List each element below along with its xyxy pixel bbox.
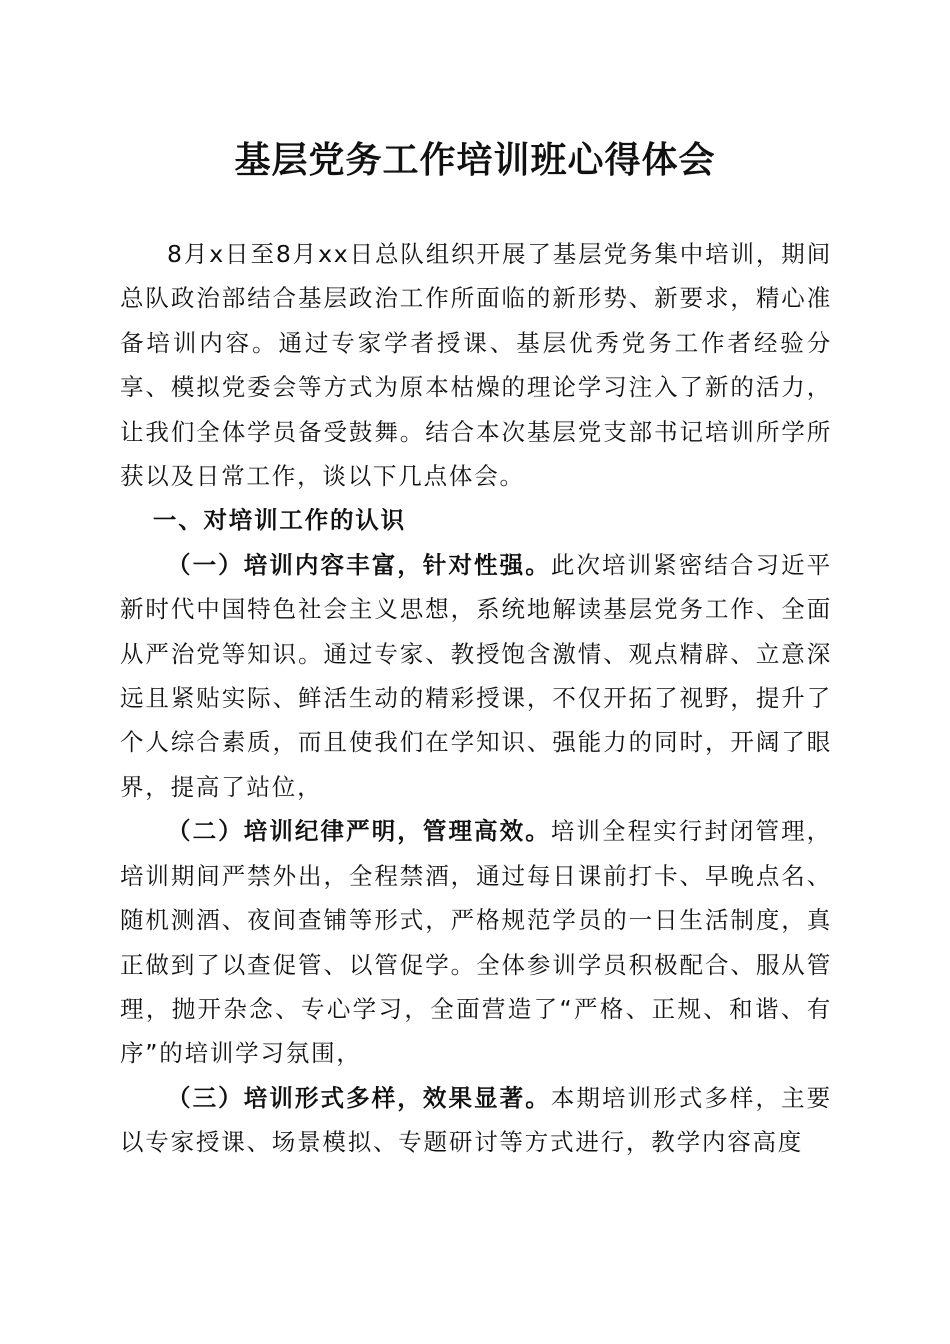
item-paragraph-1	[120, 543, 832, 809]
intro-paragraph: 8月x日至8月xx日总队组织开展了基层党务集中培训，期间总队政治部结合基层政治工作所面临的新形势、新要求，精心准备培训内容。通过专家学者授课、基层优秀党务工作者经验分享、模拟党委会等方式为原本枯燥的理论学习注入了新的活力，让我们全体学员备受鼓舞。结合本次基层党支部书记培训所学所获以及日常工作，谈以下几点体会。	[120, 240, 832, 491]
document-body	[120, 232, 832, 1165]
item-paragraph-3	[120, 1076, 832, 1165]
item-text: 培训全程实行封闭管理，培训期间严禁外出，全程禁酒，通过每日课前打卡、早晚点名、随机测酒、夜间查铺等形式，严格规范学员的一日生活制度，真正做到了以查促管、以管促学。全体参训学员积极配合、服从管理，抛开杂念、专心学习，全面营造了“严格、正规、和谐、有序”的培训学习氛围，	[120, 817, 832, 1068]
item-paragraph-2	[120, 809, 832, 1075]
item-lead: （一）培训内容丰富，针对性强。	[167, 550, 551, 579]
document-title: 基层党务工作培训班心得体会	[234, 139, 716, 181]
item-text: 此次培训紧密结合习近平新时代中国特色社会主义思想，系统地解读基层党务工作、全面从严治党等知识。通过专家、教授饱含激情、观点精辟、立意深远且紧贴实际、鲜活生动的精彩授课，不仅开拓了视野，提升了个人综合素质，而且使我们在学知识、强能力的同时，开阔了眼界，提高了站位，	[120, 550, 832, 801]
item-text: 本期培训形式多样，主要以专家授课、场景模拟、专题研讨等方式进行，教学内容高度	[120, 1083, 832, 1157]
item-lead: （三）培训形式多样，效果显著。	[167, 1083, 551, 1112]
section-heading: 一、对培训工作的认识	[152, 506, 406, 535]
item-lead: （二）培训纪律严明，管理高效。	[167, 817, 551, 846]
